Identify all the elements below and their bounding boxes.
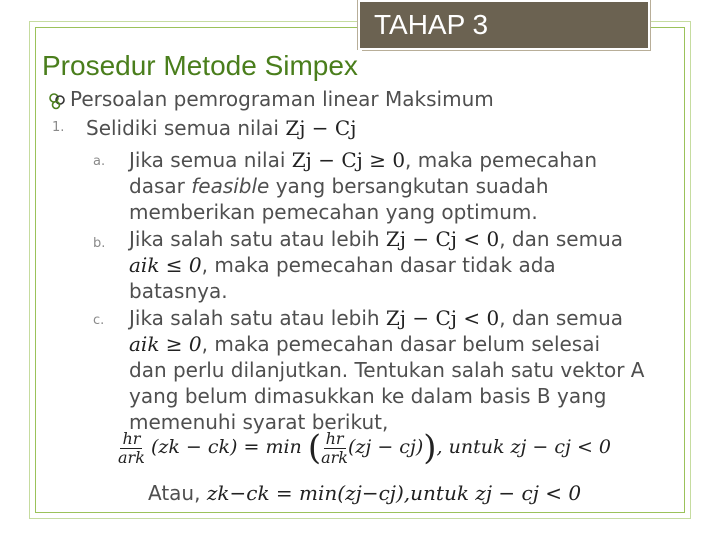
item-b-line3: batasnya. — [129, 279, 228, 303]
stage-tab-label: TAHAP 3 — [374, 9, 489, 40]
item-b-marker: b. — [93, 236, 106, 251]
formula-2-prefix: Atau, — [148, 481, 201, 505]
item-c — [129, 305, 689, 435]
item-a-line1-post: , maka pemecahan — [405, 148, 597, 172]
item-c-line5: memenuhi syarat berikut, — [129, 410, 389, 434]
item-c-line4: yang belum dimasukkan ke dalam basis B yang — [129, 384, 607, 408]
formula-1-inner-frac-num: hr — [325, 428, 344, 448]
item-c-marker: c. — [93, 313, 105, 328]
item-b-line2-math: aik ≤ 0 — [129, 253, 202, 277]
formula-1-fraction — [118, 430, 145, 467]
subheading: Persoalan pemrograman linear Maksimum — [70, 87, 494, 111]
item-a-line2-pre: dasar — [129, 174, 192, 198]
item-a — [129, 147, 669, 225]
item-a-line2-italic: feasible — [191, 174, 270, 198]
formula-1-inner-fraction — [321, 430, 348, 467]
item-c-line2-math: aik ≥ 0 — [129, 332, 202, 356]
item-a-line1-math: Zj − Cj ≥ 0 — [291, 148, 406, 172]
formula-1-lhs: (zk − ck) = min — [150, 436, 302, 458]
item-c-line3: dan perlu dilanjutkan. Tentukan salah satu vektor A — [129, 358, 645, 382]
step-1 — [86, 115, 356, 141]
item-a-line3: memberikan pemecahan yang optimum. — [129, 200, 538, 224]
formula-1-inner: (zj − cj) — [347, 436, 424, 458]
formula-1-condition: , untuk zj − cj < 0 — [436, 436, 612, 458]
formula-1-frac-num: hr — [122, 428, 141, 448]
formula-1 — [118, 428, 611, 468]
item-b-line1-math: Zj − Cj < 0 — [385, 227, 500, 251]
formula-1-paren-open: ( — [307, 428, 322, 468]
item-a-line1-pre: Jika semua nilai — [129, 148, 286, 172]
item-c-line1-post: , dan semua — [499, 306, 624, 330]
item-a-marker: a. — [93, 154, 106, 169]
formula-1-paren-close: ) — [423, 428, 437, 468]
leaf-bullet-icon — [48, 92, 66, 110]
step-1-marker: 1. — [52, 120, 65, 135]
stage-tab — [358, 0, 650, 50]
formula-2 — [148, 480, 581, 506]
item-b-line2-post: , maka pemecahan dasar tidak ada — [201, 253, 556, 277]
item-c-line2-post: , maka pemecahan dasar belum selesai — [201, 332, 601, 356]
item-a-line2-post: yang bersangkutan suadah — [269, 174, 549, 198]
item-c-line1-pre: Jika salah satu atau lebih — [129, 306, 380, 330]
step-1-math: Zj − Cj — [285, 116, 357, 140]
item-b-line1-pre: Jika salah satu atau lebih — [129, 227, 380, 251]
step-1-text: Selidiki semua nilai — [86, 116, 279, 140]
formula-1-frac-den: ark — [118, 447, 145, 467]
item-b — [129, 226, 669, 304]
formula-1-inner-frac-den: ark — [321, 447, 348, 467]
formula-2-expr: zk−ck = min(zj−cj),untuk zj − cj < 0 — [206, 481, 582, 505]
item-c-line1-math: Zj − Cj < 0 — [385, 306, 500, 330]
item-b-line1-post: , dan semua — [499, 227, 624, 251]
slide-title: Prosedur Metode Simpex — [42, 50, 362, 82]
